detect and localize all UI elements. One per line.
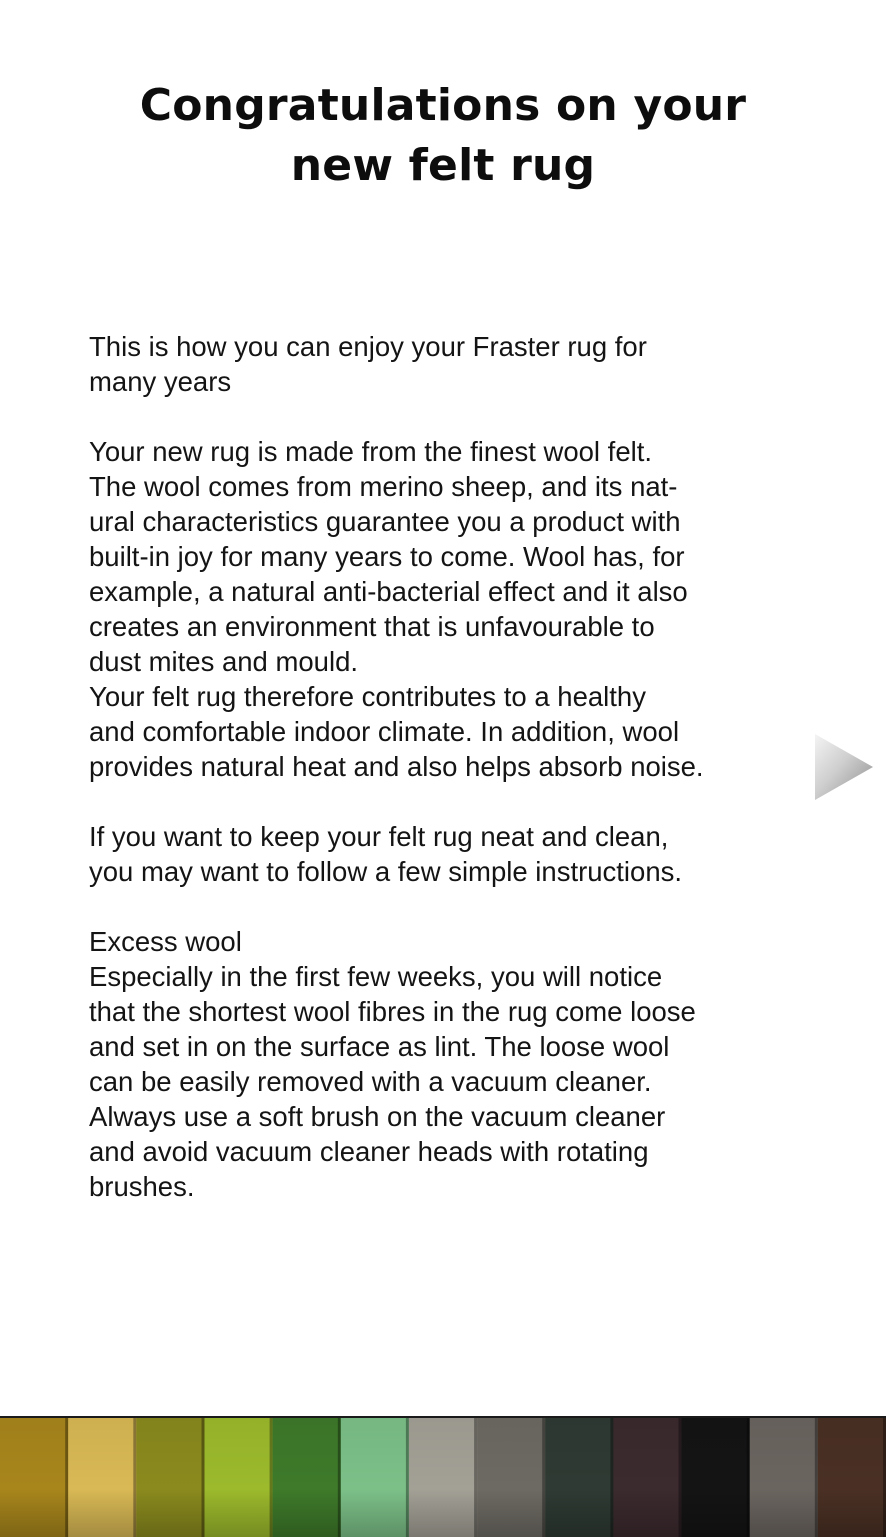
paragraph-spacer (89, 889, 809, 924)
next-page-button[interactable] (814, 733, 874, 801)
text-line: Your felt rug therefore contributes to a healthy (89, 681, 646, 712)
text-line: and comfortable indoor climate. In addition, wool (89, 716, 680, 747)
text-line: Your new rug is made from the finest wool felt. (89, 436, 653, 467)
text-line: Especially in the first few weeks, you will notice (89, 961, 663, 992)
text-line: you may want to follow a few simple instructions. (89, 856, 683, 887)
text-line: Always use a soft brush on the vacuum cleaner (89, 1101, 666, 1132)
text-line: and avoid vacuum cleaner heads with rotating (89, 1136, 649, 1167)
text-line: many years (89, 366, 232, 397)
felt-color-samples-image (0, 1416, 886, 1537)
text-line: example, a natural anti-bacterial effect and it also (89, 576, 688, 607)
text-line: creates an environment that is unfavourable to (89, 611, 655, 642)
page-title-line-2: new felt rug (290, 140, 596, 191)
play-triangle-icon (814, 733, 874, 801)
text-line: and set in on the surface as lint. The loose wool (89, 1031, 670, 1062)
felt-shading (0, 1418, 886, 1537)
excess-wool-paragraph (89, 924, 809, 1204)
page-title-line-1: Congratulations on your (139, 80, 747, 131)
instructions-intro-paragraph (89, 819, 809, 889)
text-line: that the shortest wool fibres in the rug come loose (89, 996, 696, 1027)
text-line: provides natural heat and also helps absorb noise. (89, 751, 704, 782)
text-line: This is how you can enjoy your Fraster rug for (89, 331, 647, 362)
text-line: dust mites and mould. (89, 646, 359, 677)
text-line: ural characteristics guarantee you a product with (89, 506, 681, 537)
text-line: The wool comes from merino sheep, and its nat- (89, 471, 678, 502)
intro-paragraph (89, 329, 809, 399)
care-instructions-text (89, 329, 809, 1204)
felt-swatches (0, 1418, 886, 1537)
text-line: brushes. (89, 1171, 195, 1202)
paragraph-spacer (89, 399, 809, 434)
page-title (0, 76, 886, 196)
text-line: can be easily removed with a vacuum cleaner. (89, 1066, 652, 1097)
wool-benefits-paragraph (89, 434, 809, 784)
text-line: If you want to keep your felt rug neat and clean, (89, 821, 669, 852)
text-line: built-in joy for many years to come. Wool has, for (89, 541, 685, 572)
section-heading: Excess wool (89, 926, 242, 957)
paragraph-spacer (89, 784, 809, 819)
